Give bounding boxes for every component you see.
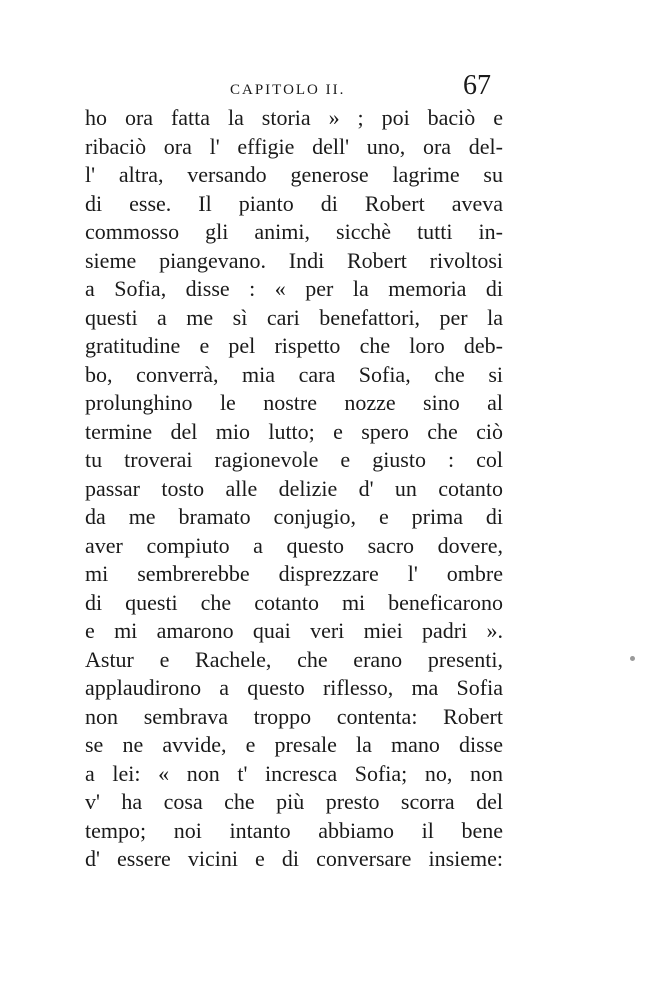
text-line: bo, converrà, mia cara Sofia, che si — [85, 361, 503, 387]
body-text — [85, 104, 503, 874]
text-line: prolunghino le nostre nozze sino al — [85, 390, 503, 415]
text-line: passar tosto alle delizie d' un cotanto — [85, 475, 503, 501]
text-line: questi a me sì cari benefattori, per la — [85, 304, 503, 330]
text-line: non sembrava troppo contenta: Robert — [85, 703, 503, 729]
text-line: d' essere vicini e di conversare insieme: — [85, 846, 503, 871]
text-line: a Sofia, disse : « per la memoria di — [85, 276, 503, 301]
text-line: ho ora fatta la storia » ; poi baciò e — [85, 105, 503, 130]
running-title: CAPITOLO II. — [230, 82, 346, 98]
text-line: sieme piangevano. Indi Robert rivoltosi — [85, 247, 503, 273]
text-line: di questi che cotanto mi beneficarono — [85, 589, 503, 615]
text-line: mi sembrerebbe disprezzare l' ombre — [85, 561, 503, 586]
text-line: ribaciò ora l' effigie dell' uno, ora del- — [85, 133, 503, 159]
text-line: tu troverai ragionevole e giusto : col — [85, 447, 503, 472]
text-line: v' ha cosa che più presto scorra del — [85, 789, 503, 814]
text-line: tempo; noi intanto abbiamo il bene — [85, 817, 503, 843]
text-line: Astur e Rachele, che erano presenti, — [85, 646, 503, 672]
text-line: di esse. Il pianto di Robert aveva — [85, 190, 503, 216]
text-line: termine del mio lutto; e spero che ciò — [85, 418, 503, 444]
text-line: e mi amarono quai veri miei padri ». — [85, 618, 503, 643]
text-line: applaudirono a questo riflesso, ma Sofia — [85, 675, 503, 700]
text-line: aver compiuto a questo sacro dovere, — [85, 532, 503, 558]
text-line: commosso gli animi, sicchè tutti in- — [85, 219, 503, 244]
text-line: l' altra, versando generose lagrime su — [85, 162, 503, 187]
text-line: se ne avvide, e presale la mano disse — [85, 732, 503, 757]
page-number: 67 — [463, 70, 491, 101]
text-line: da me bramato conjugio, e prima di — [85, 504, 503, 529]
text-line: gratitudine e pel rispetto che loro deb- — [85, 333, 503, 358]
ink-speck — [630, 656, 635, 661]
text-line: a lei: « non t' incresca Sofia; no, non — [85, 760, 503, 786]
